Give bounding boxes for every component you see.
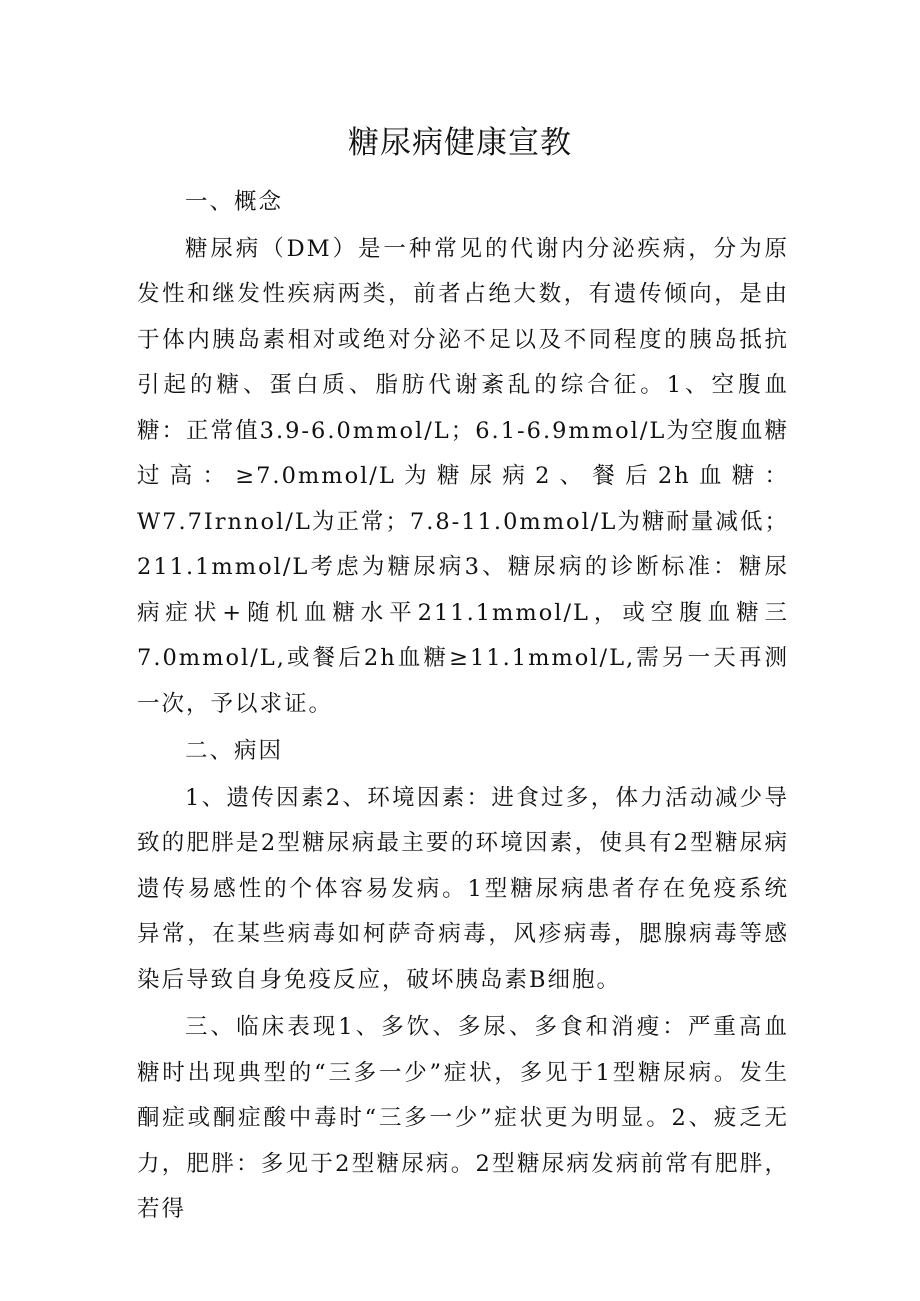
section-heading-concept: 一、概念 [185, 189, 284, 215]
section-heading-cause: 二、病因 [185, 738, 284, 764]
document-body [137, 180, 789, 1235]
document-title: 糖尿病健康宣教 [348, 125, 572, 161]
section-paragraph-cause: 1、遗传因素2、环境因素：进食过多，体力活动减少导致的肥胖是2型糖尿病最主要的环境因素，使具有2型糖尿病遗传易感性的个体容易发病。1型糖尿病患者存在免疫系统异常，在某些病毒如柯萨奇病毒，风疹病毒，腮腺病毒等感染后导致自身免疫反应，破坏胰岛素B细胞。 [137, 784, 789, 993]
section-paragraph-clinical: 三、临床表现1、多饮、多尿、多食和消瘦：严重高血糖时出现典型的“三多一少”症状，多见于1型糖尿病。发生酮症或酮症酸中毒时“三多一少”症状更为明显。2、疲乏无力，肥胖：多见于2型糖尿病。2型糖尿病发病前常有肥胖，若得 [137, 1014, 789, 1222]
section-paragraph-concept: 糖尿病（DM）是一种常见的代谢内分泌疾病，分为原发性和继发性疾病两类，前者占绝大数，有遗传倾向，是由于体内胰岛素相对或绝对分泌不足以及不同程度的胰岛抵抗引起的糖、蛋白质、脂肪代谢紊乱的综合征。1、空腹血糖：正常值3.9-6.0mmol/L；6.1-6.9mmol/L为空腹血糖过高：≥7.0mmol/L为糖尿病2、餐后2h血糖：W7.7Irnnol/L为正常；7.8-11.0mmol/L为糖耐量减低；211.1mmol/L考虑为糖尿病3、糖尿病的诊断标准：糖尿病症状+随机血糖水平211.1mmol/L，或空腹血糖三7.0mmol/L,或餐后2h血糖≥11.1mmol/L,需另一天再测一次，予以求证。 [137, 235, 789, 717]
